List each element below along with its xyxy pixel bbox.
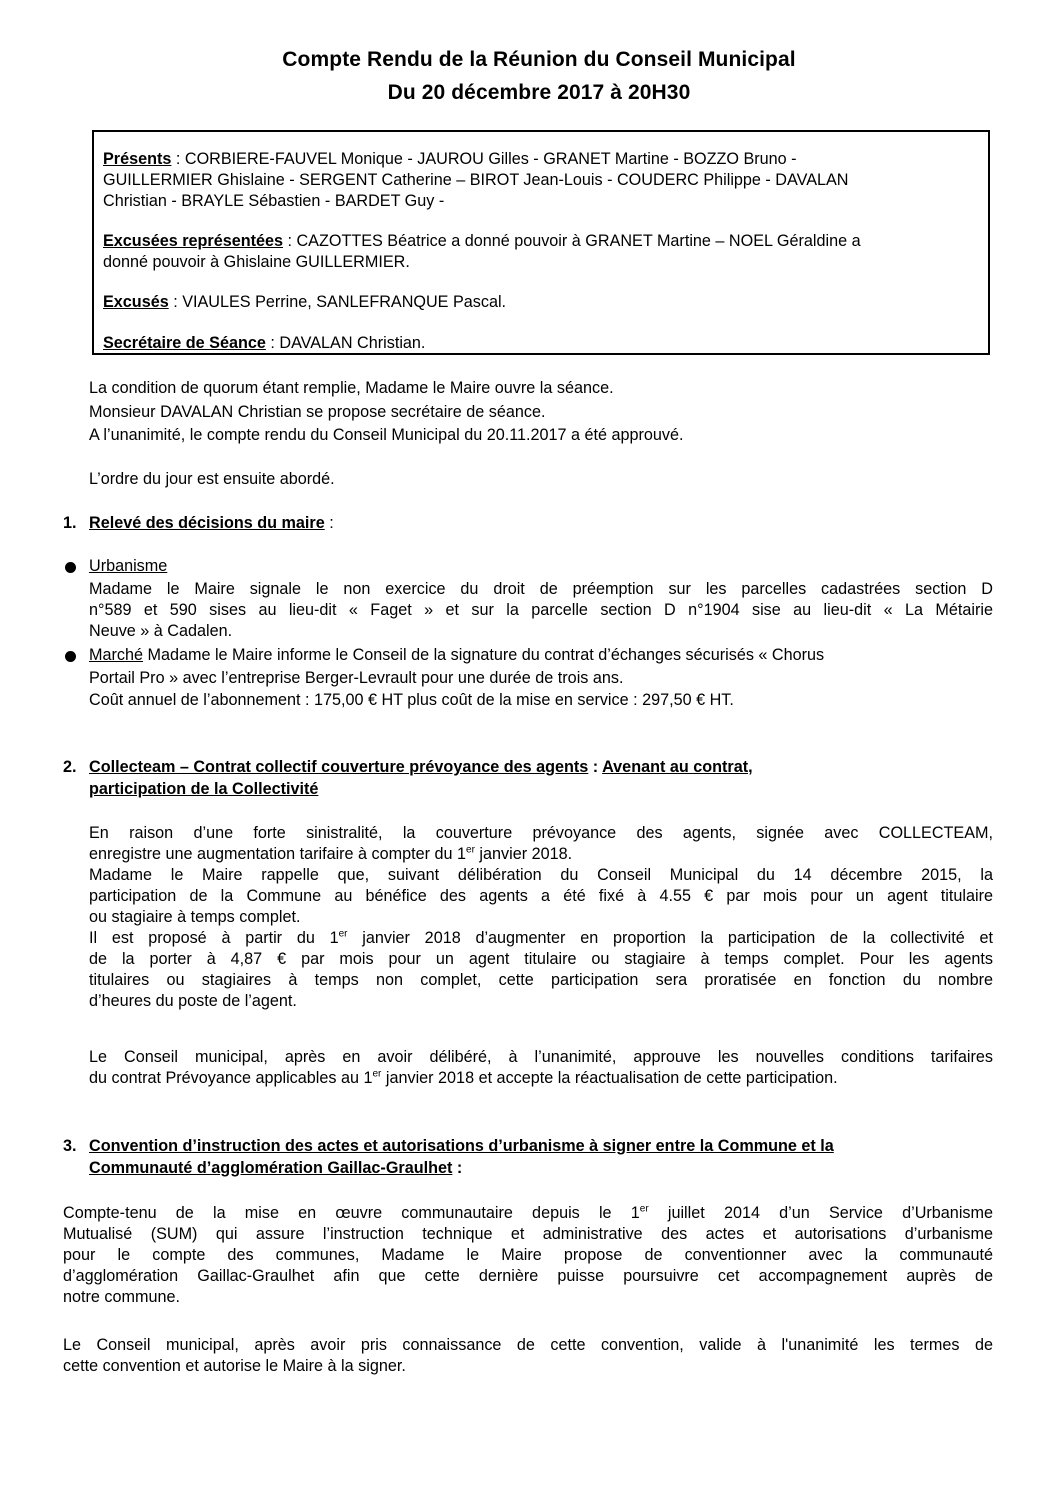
intro-line-3: A l’unanimité, le compte rendu du Conseil Municipal du 20.11.2017 a été approuvé. bbox=[89, 426, 684, 444]
excuses-line: Excusés : VIAULES Perrine, SANLEFRANQUE Pascal. bbox=[103, 293, 507, 311]
excusees-label: Excusées représentées bbox=[103, 232, 283, 250]
excusees-line-2: donné pouvoir à Ghislaine GUILLERMIER. bbox=[103, 253, 410, 271]
title-line-2: Du 20 décembre 2017 à 20H30 bbox=[387, 81, 691, 104]
section-3-heading-line-1: Convention d’instruction des actes et autorisations d’urbanisme à signer entre la Commune et la bbox=[89, 1137, 834, 1155]
urbanisme-paragraph: Madame le Maire signale le non exercice du droit de préemption sur les parcelles cadastrées section D n°589 et 590 sises au lieu-dit « Faget » et sur la parcelle section D n°1904 sise au lieu-dit « La Métairie Neuve » à Cadalen. bbox=[89, 580, 993, 640]
bullet-icon bbox=[65, 651, 76, 662]
intro-line-1: La condition de quorum étant remplie, Madame le Maire ouvre la séance. bbox=[89, 379, 614, 397]
urbanisme-label: Urbanisme bbox=[89, 557, 168, 575]
section-3-paragraph-2: Le Conseil municipal, après avoir pris connaissance de cette convention, valide à l'unanimité les termes de cette convention et autorise le Maire à la signer. bbox=[63, 1336, 993, 1375]
bullet-icon bbox=[65, 562, 76, 573]
section-3-number: 3. bbox=[63, 1137, 77, 1155]
presents-line-2: GUILLERMIER Ghislaine - SERGENT Catherine – BIROT Jean-Louis - COUDERC Philippe - DAVALAN bbox=[103, 171, 849, 189]
presents-label: Présents bbox=[103, 150, 172, 168]
section-2-heading-line-1: Collecteam – Contrat collectif couverture prévoyance des agents : Avenant au contrat, bbox=[89, 758, 753, 776]
intro-line-4: L’ordre du jour est ensuite abordé. bbox=[89, 470, 335, 488]
section-1-number: 1. bbox=[63, 514, 77, 532]
marche-line-1: Marché Madame le Maire informe le Conseil de la signature du contrat d’échanges sécurisés « Chorus bbox=[89, 646, 825, 664]
marche-line-2: Portail Pro » avec l’entreprise Berger-Levrault pour une durée de trois ans. bbox=[89, 669, 624, 687]
section-3-paragraph-1: Compte-tenu de la mise en œuvre communautaire depuis le 1er juillet 2014 d’un Service d’Urbanisme Mutualisé (SUM) qui assure l’instruction technique et administrative des actes et autorisations d’urbanisme pour le compte des communes, Madame le Maire propose de conventionner avec la communauté d’agglomération Gaillac-Graulhet afin que cette dernière puisse poursuivre cet accompagnement auprès de notre commune. bbox=[63, 1203, 993, 1306]
title-line-1: Compte Rendu de la Réunion du Conseil Municipal bbox=[282, 48, 796, 71]
section-2-heading-line-2: participation de la Collectivité bbox=[89, 780, 319, 798]
marche-line-3: Coût annuel de l’abonnement : 175,00 € HT plus coût de la mise en service : 297,50 € HT. bbox=[89, 691, 734, 709]
excusees-line-1: Excusées représentées : CAZOTTES Béatrice a donné pouvoir à GRANET Martine – NOEL Géraldine a bbox=[103, 232, 861, 250]
excuses-label: Excusés bbox=[103, 293, 169, 311]
presents-line-1: Présents : CORBIERE-FAUVEL Monique - JAUROU Gilles - GRANET Martine - BOZZO Bruno - bbox=[103, 150, 797, 168]
secretaire-label: Secrétaire de Séance bbox=[103, 334, 266, 352]
section-2-number: 2. bbox=[63, 758, 77, 776]
intro-line-2: Monsieur DAVALAN Christian se propose secrétaire de séance. bbox=[89, 403, 546, 421]
secretaire-line: Secrétaire de Séance : DAVALAN Christian. bbox=[103, 334, 426, 352]
section-2-paragraph-2: Le Conseil municipal, après en avoir délibéré, à l’unanimité, approuve les nouvelles conditions tarifaires du contrat Prévoyance applicables au 1er janvier 2018 et accepte la réactualisation de cette participation. bbox=[89, 1048, 993, 1087]
section-1-heading: Relevé des décisions du maire : bbox=[89, 514, 334, 532]
section-2-paragraph-1: En raison d’une forte sinistralité, la couverture prévoyance des agents, signée avec COLLECTEAM, enregistre une augmentation tarifaire à compter du 1er janvier 2018. Madame le Maire rappelle que, suivant délibération du Conseil Municipal du 14 décembre 2015, la participation de la Commune au bénéfice des agents a été fixé à 4.55 € par mois pour un agent titulaire ou stagiaire à temps complet. Il est proposé à partir du 1er janvier 2018 d’augmenter en proportion la participation de la collectivité et de la porter à 4,87 € par mois pour un agent titulaire ou stagiaire à temps complet. Pour les agents titulaires ou stagiaires à temps non complet, cette participation sera proratisée en fonction du nombre d’heures du poste de l’agent. bbox=[89, 824, 993, 1010]
presents-line-3: Christian - BRAYLE Sébastien - BARDET Guy - bbox=[103, 192, 445, 210]
marche-label: Marché bbox=[89, 646, 143, 664]
section-3-heading-line-2: Communauté d’agglomération Gaillac-Graulhet : bbox=[89, 1159, 463, 1177]
